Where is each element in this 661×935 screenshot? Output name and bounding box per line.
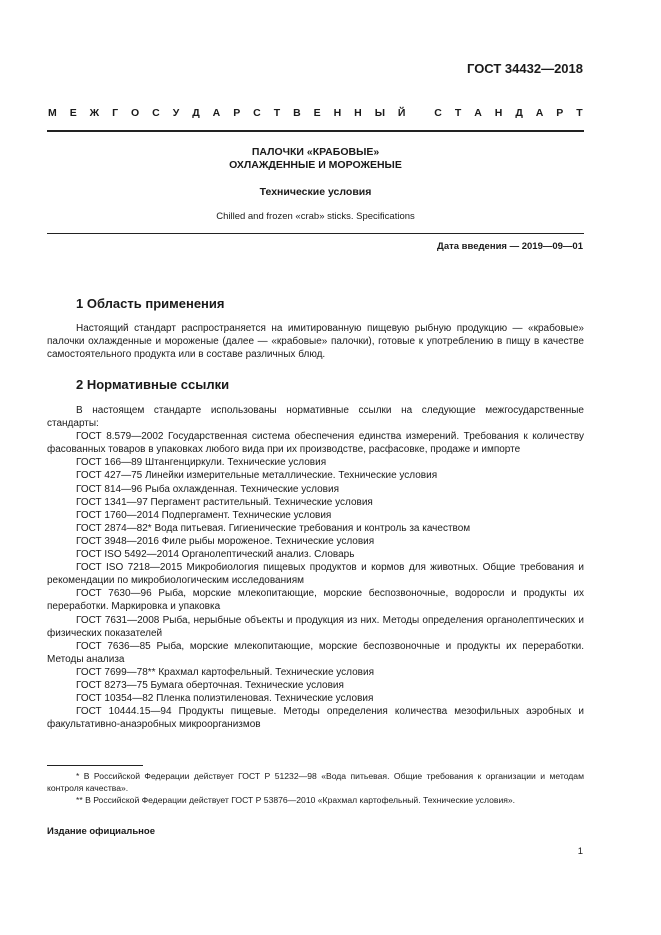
reference-item: ГОСТ ISO 5492—2014 Органолептический анализ. Словарь (76, 549, 355, 561)
reference-item: ГОСТ 2874—82* Вода питьевая. Гигиенические требования и контроль за качеством (76, 522, 471, 534)
title-rule (47, 233, 584, 234)
banner-letter: Е (69, 107, 77, 119)
section-2-heading: 2 Нормативные ссылки (76, 377, 230, 392)
reference-item: ГОСТ 7699—78** Крахмал картофельный. Технические условия (76, 666, 374, 678)
section-1-paragraph: Настоящий стандарт распространяется на имитированную пищевую рыбную продукцию — «крабовые» палочки охлажденные и мороженые (далее — «крабовые» палочки), готовые к употреблению в пищу в качестве самостоятельного продукта или в составе различных блюд. (47, 323, 584, 361)
banner-letter: Н (333, 107, 342, 119)
references-list (47, 404, 584, 731)
banner-letter: С (434, 107, 442, 119)
reference-item: ГОСТ 7631—2008 Рыба, нерыбные объекты и продукция из них. Методы определения органолептических и физических показателей (47, 614, 584, 639)
banner-letter: Ы (374, 107, 385, 119)
banner-letter: Т (454, 107, 462, 119)
title-line-1: ПАЛОЧКИ «КРАБОВЫЕ» (251, 146, 380, 158)
banner-letter: Е (313, 107, 321, 119)
reference-item: ГОСТ 3948—2016 Филе рыбы мороженое. Технические условия (76, 535, 375, 547)
reference-item: ГОСТ 8273—75 Бумага оберточная. Технические условия (76, 679, 344, 691)
reference-item: ГОСТ ISO 7218—2015 Микробиология пищевых продуктов и кормов для животных. Общие требования и рекомендации по микробиологическим исследованиям (47, 562, 584, 587)
english-title: Chilled and frozen «crab» sticks. Specifications (216, 211, 415, 222)
title-line-2: ОХЛАЖДЕННЫЕ И МОРОЖЕНЫЕ (229, 159, 402, 171)
interstate-standard-banner (48, 107, 583, 119)
reference-item: ГОСТ 10354—82 Пленка полиэтиленовая. Технические условия (76, 693, 374, 705)
introduction-date: Дата введения — 2019—09—01 (437, 241, 583, 252)
banner-letter: Д (515, 107, 523, 119)
banner-letter: А (535, 107, 544, 119)
banner-letter: С (253, 107, 261, 119)
reference-item: ГОСТ 10444.15—94 Продукты пищевые. Методы определения количества мезофильных аэробных и факультативно-анаэробных микроорганизмов (47, 706, 584, 731)
banner-letter: В (293, 107, 301, 119)
banner-letter: Н (494, 107, 503, 119)
footnote-2: ** В Российской Федерации действует ГОСТ Р 53876—2010 «Крахмал картофельный. Технические условия». (76, 795, 516, 805)
reference-item: ГОСТ 427—75 Линейки измерительные металлические. Технические условия (76, 470, 438, 482)
section-1-text (47, 322, 584, 361)
footnote-1: * В Российской Федерации действует ГОСТ Р 51232—98 «Вода питьевая. Общие требования к организации и методам контроля качества». (47, 771, 584, 793)
header-rule (47, 130, 584, 132)
banner-letter: Т (273, 107, 281, 119)
reference-item: ГОСТ 166—89 Штангенциркули. Технические условия (76, 457, 327, 469)
banner-letter: Г (112, 107, 119, 119)
reference-item: ГОСТ 814—96 Рыба охлажденная. Технические условия (76, 483, 339, 495)
reference-item: ГОСТ 1760—2014 Подпергамент. Технические условия (76, 509, 332, 521)
edition-label: Издание официальное (47, 826, 155, 837)
banner-letter: Р (233, 107, 241, 119)
reference-item: ГОСТ 7630—96 Рыба, морские млекопитающие, морские беспозвоночные, водоросли и продукты их переработки. Маркировка и упаковка (47, 588, 584, 613)
standard-code: ГОСТ 34432—2018 (467, 61, 583, 76)
reference-item: ГОСТ 1341—97 Пергамент растительный. Технические условия (76, 496, 373, 508)
title-subtitle: Технические условия (259, 186, 372, 198)
banner-letter (418, 107, 421, 119)
section-2-intro: В настоящем стандарте использованы нормативные ссылки на следующие межгосударственные стандарты: (47, 405, 584, 430)
reference-item: ГОСТ 8.579—2002 Государственная система обеспечения единства измерений. Требования к количеству фасованных товаров в упаковках любого вида при их производстве, расфасовке, продаже и импорте (47, 431, 584, 456)
banner-letter: Й (397, 107, 406, 119)
banner-letter: Д (192, 107, 200, 119)
banner-letter: Т (576, 107, 583, 119)
banner-letter: Н (354, 107, 362, 119)
banner-letter: М (48, 107, 57, 119)
banner-letter: С (152, 107, 160, 119)
banner-letter: Р (556, 107, 564, 119)
banner-letter: А (474, 107, 482, 119)
banner-letter: О (131, 107, 140, 119)
section-1-heading: 1 Область применения (76, 296, 225, 311)
page-number: 1 (577, 846, 583, 857)
reference-item: ГОСТ 7636—85 Рыба, морские млекопитающие, морские беспозвоночные и продукты их переработки. Методы анализа (47, 640, 584, 665)
footnotes (47, 770, 584, 806)
banner-letter: Ж (89, 107, 100, 119)
banner-letter: У (172, 107, 180, 119)
footnote-rule (47, 765, 143, 766)
banner-letter: А (212, 107, 221, 119)
